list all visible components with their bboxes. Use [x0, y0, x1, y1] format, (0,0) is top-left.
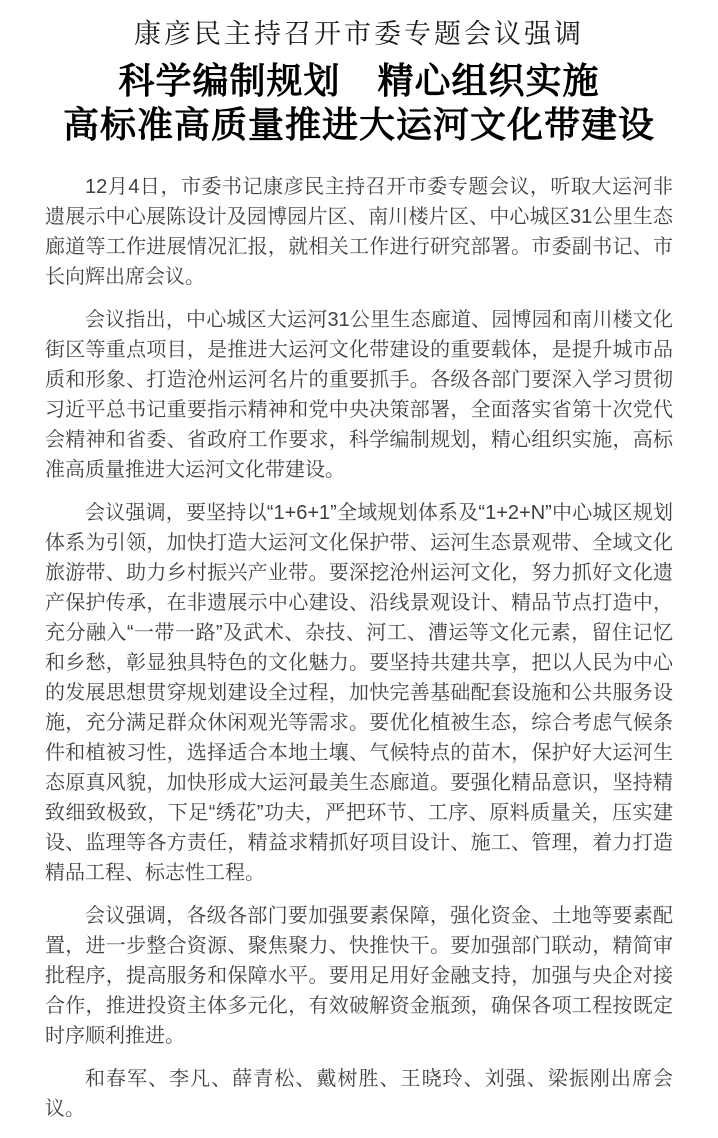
article-title-line-1: 科学编制规划 精心组织实施: [118, 61, 600, 101]
article-paragraph-1: 12月4日，市委书记康彦民主持召开市委专题会议，听取大运河非遗展示中心展陈设计及园博园片区、南川楼片区、中心城区31公里生态廊道等工作进展情况汇报，就相关工作进行研究部署。市委副书记、市长向辉出席会议。: [45, 176, 673, 288]
article-paragraph-2: 会议指出，中心城区大运河31公里生态廊道、园博园和南川楼文化街区等重点项目，是推进大运河文化带建设的重要载体，是提升城市品质和形象、打造沧州运河名片的重要抓手。各级各部门要深入学习贯彻习近平总书记重要指示精神和党中央决策部署，全面落实省第十次党代会精神和省委、省政府工作要求，科学编制规划，精心组织实施，高标准高质量推进大运河文化带建设。: [45, 309, 673, 481]
article-paragraph-3: 会议强调，要坚持以“1+6+1”全域规划体系及“1+2+N”中心城区规划体系为引领，加快打造大运河文化保护带、运河生态景观带、全域文化旅游带、助力乡村振兴产业带。要深挖沧州运河文化，努力抓好文化遗产保护传承，在非遗展示中心建设、沿线景观设计、精品节点打造中，充分融入“一带一路”及武术、杂技、河工、漕运等文化元素，留住记忆和乡愁，彰显独具特色的文化魅力。要坚持共建共享，把以人民为中心的发展思想贯穿规划建设全过程，加快完善基础配套设施和公共服务设施，充分满足群众休闲观光等需求。要优化植被生态，综合考虑气候条件和植被习性，选择适合本地土壤、气候特点的苗木，保护好大运河生态原真风貌，加快形成大运河最美生态廊道。要强化精品意识，坚持精致细致极致，下足“绣花”功夫，严把环节、工序、原料质量关，压实建设、监理等各方责任，精益求精抓好项目设计、施工、管理，着力打造精品工程、标志性工程。: [45, 502, 673, 884]
article-body: [45, 172, 673, 1124]
article-supertitle: 康彦民主持召开市委专题会议强调: [134, 19, 584, 49]
article-paragraph-attendees: 和春军、李凡、薛青松、戴树胜、王晓玲、刘强、梁振刚出席会议。: [45, 1068, 673, 1120]
article-paragraph-4: 会议强调，各级各部门要加强要素保障，强化资金、土地等要素配置，进一步整合资源、聚焦聚力、快推快干。要加强部门联动，精简审批程序，提高服务和保障水平。要用足用好金融支持，加强与央企对接合作，推进投资主体多元化，有效破解资金瓶颈，确保各项工程按既定时序顺利推进。: [45, 905, 673, 1047]
article-title-line-2: 高标准高质量推进大运河文化带建设: [62, 105, 655, 145]
